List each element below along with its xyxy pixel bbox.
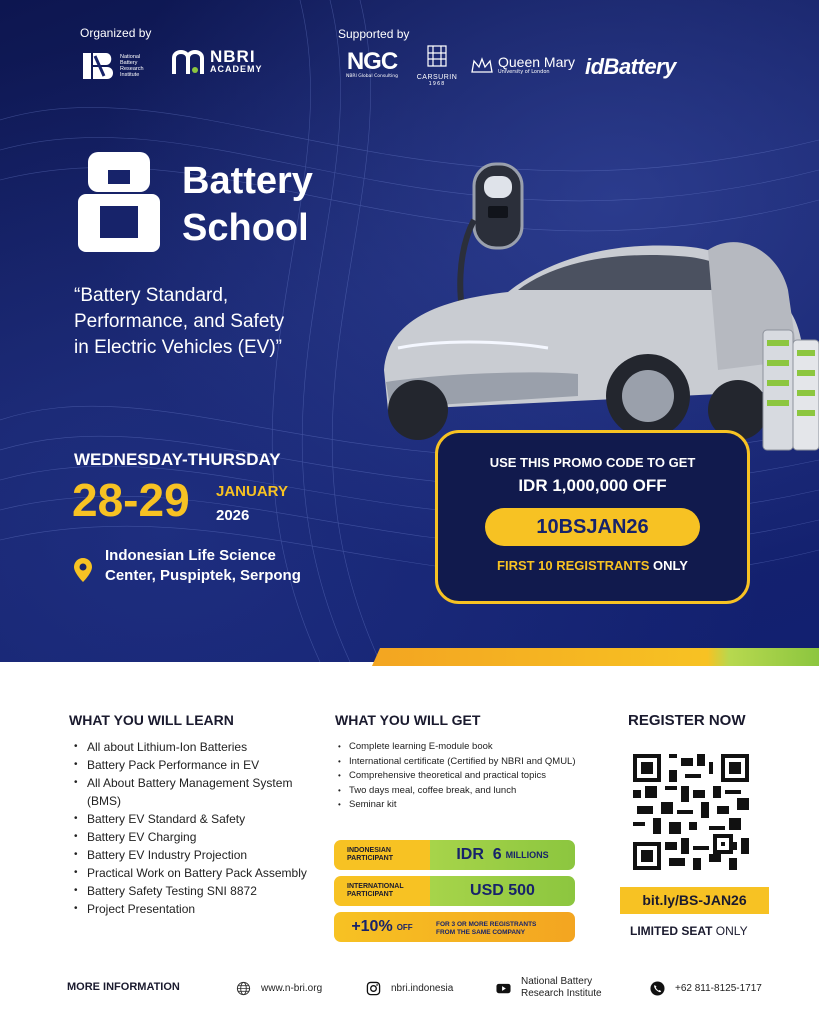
- list-item: • Practical Work on Battery Pack Assembly: [74, 864, 314, 882]
- event-days: WEDNESDAY-THURSDAY: [74, 450, 281, 469]
- discount-value: +10%: [351, 918, 393, 935]
- list-item: • Battery EV Standard & Safety: [74, 810, 314, 828]
- carsurin-year: 1968: [428, 81, 446, 87]
- crown-icon: [470, 56, 494, 76]
- discount-unit: OFF: [396, 922, 413, 932]
- youtube-text-1: National Battery: [521, 976, 593, 987]
- location-pin-icon: [74, 558, 92, 582]
- ngc-sub: NBRI Global Consulting: [345, 74, 399, 79]
- carsurin-mark-icon: [424, 42, 450, 70]
- registration-link[interactable]: bit.ly/BS-JAN26: [620, 887, 769, 914]
- academy-logo-big: NBRI: [210, 47, 256, 66]
- location-line-1: Indonesian Life Science: [105, 547, 276, 564]
- footer-phone[interactable]: [650, 981, 762, 996]
- learn-list: [74, 738, 314, 918]
- promo-note: [438, 558, 747, 573]
- nbri-logo-text-3: Research: [120, 66, 144, 72]
- organized-by-label: Organized by: [80, 26, 152, 40]
- queen-mary-logo: [470, 55, 575, 76]
- more-info-title: MORE INFORMATION: [67, 981, 180, 993]
- subtitle-line-2: Performance, and Safety: [74, 311, 285, 332]
- limited-bold: LIMITED SEAT: [630, 924, 713, 938]
- academy-logo-small: ACADEMY: [210, 64, 263, 74]
- price-value: IDR 6: [456, 846, 502, 863]
- get-section-title: WHAT YOU WILL GET: [335, 712, 481, 728]
- price-value: USD 500: [470, 882, 535, 899]
- list-item: • Seminar kit: [338, 798, 588, 811]
- youtube-icon: [496, 981, 511, 996]
- list-item: • Battery EV Charging: [74, 828, 314, 846]
- price-unit: MILLIONS: [505, 850, 549, 860]
- nbri-logo-text-4: Institute: [120, 72, 140, 78]
- subtitle-line-1: “Battery Standard,: [74, 285, 229, 306]
- discount-note-1: FOR 3 OR MORE REGISTRANTS: [436, 921, 537, 928]
- learn-section-title: WHAT YOU WILL LEARN: [69, 712, 234, 728]
- list-item: • Comprehensive theoretical and practical topics: [338, 769, 588, 782]
- nbri-logo-text-1: National: [120, 54, 141, 60]
- event-year: 2026: [216, 507, 250, 524]
- nbri-logo-text-2: Battery: [120, 60, 138, 66]
- price-label-2: PARTICIPANT: [347, 855, 394, 862]
- limited-rest: ONLY: [712, 924, 748, 938]
- event-dates: 28-29: [72, 474, 190, 526]
- list-item: • Two days meal, coffee break, and lunch: [338, 784, 588, 797]
- supported-by-label: Supported by: [338, 27, 410, 41]
- price-group-discount: [334, 912, 575, 942]
- instagram-text: nbri.indonesia: [391, 983, 454, 994]
- footer-website[interactable]: [236, 981, 322, 996]
- title-line-1: Battery: [182, 160, 313, 202]
- list-item: • Complete learning E-module book: [338, 740, 588, 753]
- location-line-2: Center, Puspiptek, Serpong: [105, 567, 301, 584]
- qm-sub: University of London: [498, 69, 550, 75]
- youtube-text-2: Research Institute: [521, 988, 602, 999]
- event-location: [105, 546, 301, 586]
- website-text: www.n-bri.org: [261, 983, 323, 994]
- list-item: • Battery Safety Testing SNI 8872: [74, 882, 314, 900]
- footer-instagram[interactable]: [366, 981, 453, 996]
- accent-stripe: [372, 648, 819, 666]
- ngc-mark: NGC: [346, 48, 398, 75]
- idbattery-logo: idBattery: [585, 54, 676, 79]
- carsurin-name: CARSURIN: [416, 74, 458, 81]
- list-item: • Battery Pack Performance in EV: [74, 756, 314, 774]
- promo-line-1: USE THIS PROMO CODE TO GET: [489, 455, 696, 470]
- price-label-1: INDONESIAN: [347, 847, 391, 854]
- phone-text: +62 811-8125-1717: [675, 983, 762, 994]
- phone-icon: [650, 981, 665, 996]
- list-item: • All about Lithium-Ion Batteries: [74, 738, 314, 756]
- title-line-2: School: [182, 207, 309, 249]
- price-indonesian: [334, 840, 575, 870]
- electric-car-illustration: [378, 160, 819, 470]
- promo-box: [435, 430, 750, 604]
- globe-icon: [236, 981, 251, 996]
- subtitle-line-3: in Electric Vehicles (EV)”: [74, 337, 283, 358]
- nbri-mark-icon: [82, 51, 116, 81]
- nbri-academy-logo: [172, 47, 263, 76]
- battery-icon: [78, 152, 160, 252]
- event-month: JANUARY: [216, 483, 288, 500]
- register-title: REGISTER NOW: [628, 712, 746, 729]
- list-item: • Project Presentation: [74, 900, 314, 918]
- get-list: [338, 740, 588, 813]
- limited-seat-note: [630, 924, 748, 938]
- academy-m-icon: [172, 50, 206, 76]
- nbri-logo: [82, 50, 162, 82]
- list-item: • All About Battery Management System (BMS): [74, 774, 314, 810]
- footer-youtube[interactable]: [496, 976, 602, 1000]
- qm-name: Queen Mary: [498, 54, 576, 70]
- promo-note-rest: ONLY: [649, 558, 688, 573]
- price-label-2: PARTICIPANT: [347, 891, 394, 898]
- list-item: • International certificate (Certified by NBRI and QMUL): [338, 755, 588, 768]
- list-item: • Battery EV Industry Projection: [74, 846, 314, 864]
- promo-note-highlight: FIRST 10 REGISTRANTS: [497, 558, 650, 573]
- price-international: [334, 876, 575, 906]
- ngc-logo: [340, 50, 404, 84]
- price-label-1: INTERNATIONAL: [347, 883, 404, 890]
- instagram-icon: [366, 981, 381, 996]
- carsurin-logo: [412, 42, 462, 94]
- promo-line-2: IDR 1,000,000 OFF: [518, 476, 667, 495]
- event-subtitle: [74, 283, 374, 361]
- promo-code[interactable]: 10BSJAN26: [485, 508, 700, 546]
- qr-code[interactable]: [633, 754, 749, 870]
- discount-note-2: FROM THE SAME COMPANY: [436, 929, 526, 936]
